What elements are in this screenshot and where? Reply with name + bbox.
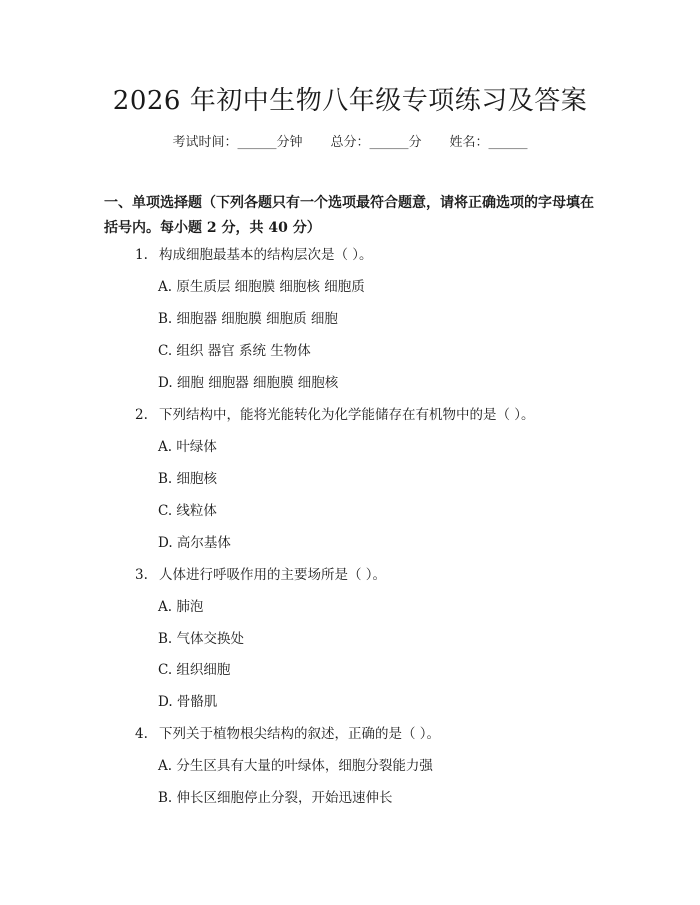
q2-option-a: A. 叶绿体 bbox=[158, 439, 217, 455]
question-number: 4. bbox=[135, 726, 148, 742]
q1-option-b: B. 细胞器 细胞膜 细胞质 细胞 bbox=[158, 311, 338, 327]
student-name-field: 姓名：______ bbox=[449, 135, 528, 150]
question-text: 构成细胞最基本的结构层次是（ ）。 bbox=[159, 247, 373, 263]
question-number: 2. bbox=[135, 407, 148, 423]
exam-meta bbox=[0, 131, 700, 150]
question-number: 1. bbox=[135, 247, 148, 263]
q4-option-b: B. 伸长区细胞停止分裂，开始迅速伸长 bbox=[158, 790, 393, 806]
total-score-field: 总分：______分 bbox=[330, 135, 422, 150]
page-title: 2026 年初中生物八年级专项练习及答案 bbox=[112, 86, 588, 116]
question-text: 下列结构中，能将光能转化为化学能储存在有机物中的是（ ）。 bbox=[159, 407, 535, 423]
q3-option-a: A. 肺泡 bbox=[158, 599, 204, 615]
question-1 bbox=[135, 243, 373, 263]
q2-option-c: C. 线粒体 bbox=[158, 503, 217, 519]
q3-option-d: D. 骨骼肌 bbox=[158, 694, 218, 710]
question-text: 人体进行呼吸作用的主要场所是（ ）。 bbox=[159, 567, 387, 583]
q3-option-c: C. 组织细胞 bbox=[158, 662, 231, 678]
q2-option-b: B. 细胞核 bbox=[158, 471, 218, 487]
q1-option-a: A. 原生质层 细胞膜 细胞核 细胞质 bbox=[158, 279, 365, 295]
question-text: 下列关于植物根尖结构的叙述，正确的是（ ）。 bbox=[159, 726, 441, 742]
section-heading: 一、单项选择题（下列各题只有一个选项最符合题意，请将正确选项的字母填在括号内。每小题 2 分，共 40 分） bbox=[104, 195, 594, 236]
q4-option-a: A. 分生区具有大量的叶绿体，细胞分裂能力强 bbox=[158, 758, 433, 774]
question-3 bbox=[135, 563, 386, 583]
exam-time-field: 考试时间：______分钟 bbox=[172, 135, 303, 150]
q2-option-d: D. 高尔基体 bbox=[158, 535, 231, 551]
q1-option-c: C. 组织 器官 系统 生物体 bbox=[158, 343, 311, 359]
question-4 bbox=[135, 722, 440, 742]
q1-option-d: D. 细胞 细胞器 细胞膜 细胞核 bbox=[158, 375, 339, 391]
q3-option-b: B. 气体交换处 bbox=[158, 631, 245, 647]
question-number: 3. bbox=[135, 567, 148, 583]
question-2 bbox=[135, 403, 535, 423]
